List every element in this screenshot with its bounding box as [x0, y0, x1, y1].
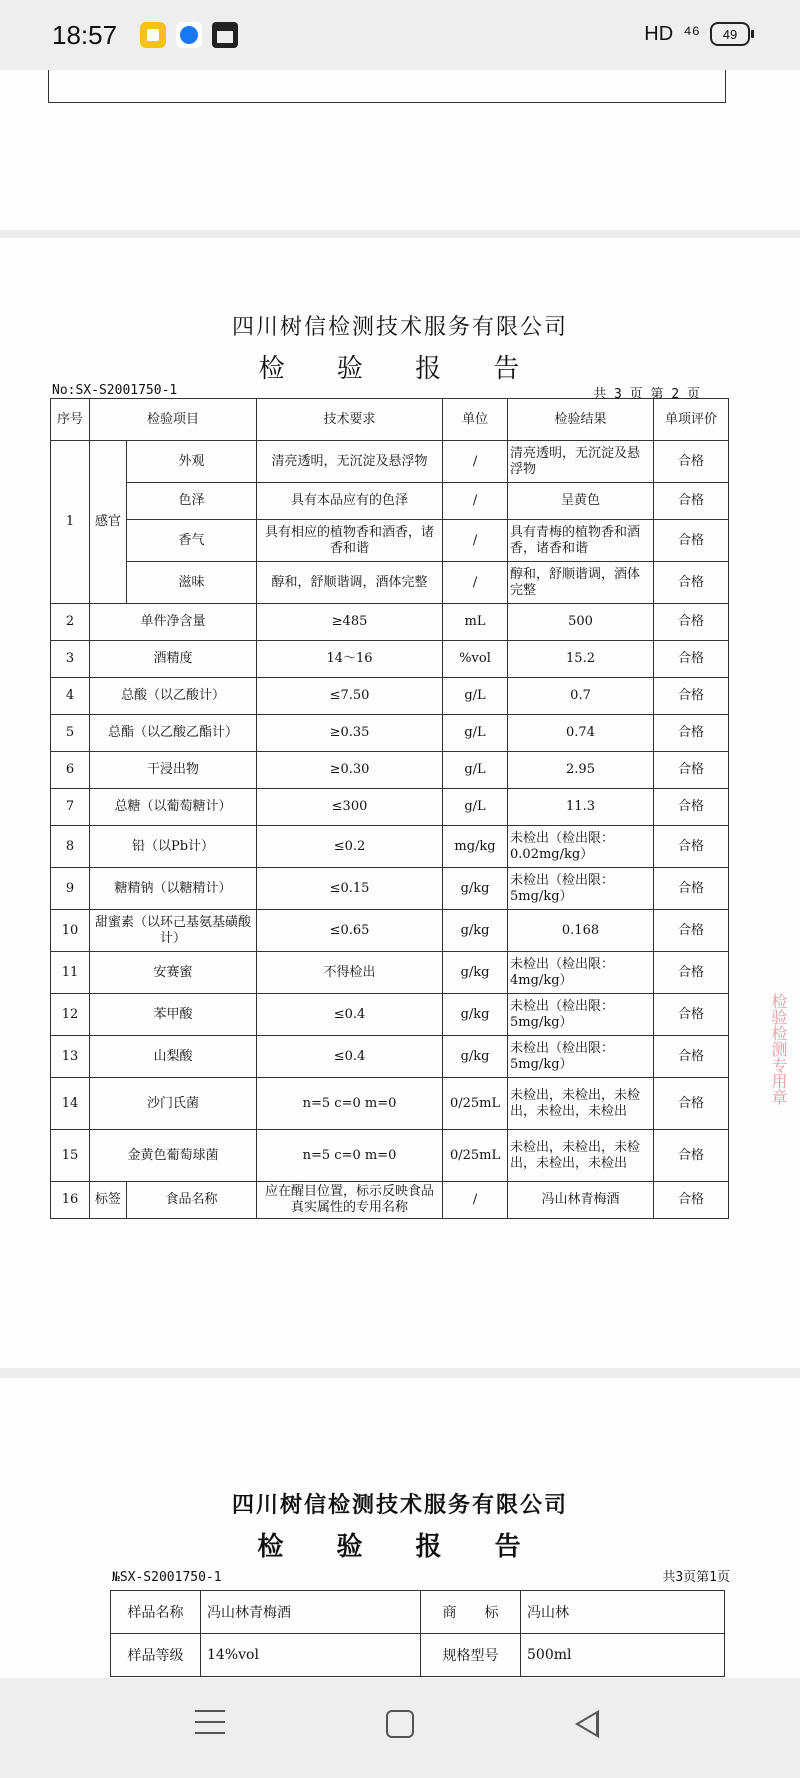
- row-eval: 合格: [654, 868, 729, 910]
- row-eval: 合格: [654, 678, 729, 715]
- row-result: 清亮透明，无沉淀及悬浮物: [508, 441, 654, 483]
- row-item: 甜蜜素（以环己基氨基磺酸计）: [90, 910, 257, 952]
- row-result: 0.74: [508, 715, 654, 752]
- row-result: 未检出（检出限：5mg/kg）: [508, 1036, 654, 1078]
- row-unit: g/L: [443, 678, 508, 715]
- row-unit: g/kg: [443, 868, 508, 910]
- row-eval: 合格: [654, 952, 729, 994]
- row-seq: 11: [51, 952, 90, 994]
- battery-level: 49: [722, 26, 738, 42]
- report-title-2: 检 验 报 告: [257, 1532, 543, 1562]
- report-number: No:SX-S2001750-1: [52, 383, 178, 398]
- cell-key: 样品名称: [111, 1591, 201, 1634]
- row-seq: 13: [51, 1036, 90, 1078]
- page-info-2: 共3页第1页: [662, 1570, 730, 1585]
- row-result: 11.3: [508, 789, 654, 826]
- row-req: 醇和，舒顺谐调，酒体完整: [257, 562, 443, 604]
- row-eval: 合格: [654, 1078, 729, 1130]
- row-seq: 6: [51, 752, 90, 789]
- row-req: ≤0.65: [257, 910, 443, 952]
- row-seq: 12: [51, 994, 90, 1036]
- table-row: [111, 1591, 725, 1634]
- page-info: 共 3 页 第 2 页: [593, 387, 700, 402]
- table-row: [51, 789, 729, 826]
- row-item: 糖精钠（以糖精计）: [90, 868, 257, 910]
- row-req: ≤0.4: [257, 994, 443, 1036]
- row-item: 山梨酸: [90, 1036, 257, 1078]
- row-req: ≤0.4: [257, 1036, 443, 1078]
- row-item: 食品名称: [127, 1182, 257, 1219]
- cell-key: 规格型号: [421, 1634, 521, 1677]
- row-req: ≥0.30: [257, 752, 443, 789]
- sample-info-table: [110, 1590, 725, 1677]
- notification-icons: [140, 22, 238, 48]
- row-unit: 0/25mL: [443, 1078, 508, 1130]
- table-row: [51, 562, 729, 604]
- table-row: [51, 678, 729, 715]
- row-unit: g/L: [443, 789, 508, 826]
- table-row: [51, 604, 729, 641]
- table-row: [51, 520, 729, 562]
- report-page-2: [0, 238, 800, 1368]
- notes-app-icon: [140, 22, 166, 48]
- cell-key: 商 标: [421, 1591, 521, 1634]
- row-eval: 合格: [654, 826, 729, 868]
- row-item: 沙门氏菌: [90, 1078, 257, 1130]
- row-item: 滋味: [127, 562, 257, 604]
- cell-value: 冯山林: [521, 1591, 725, 1634]
- header-eval: 单项评价: [654, 399, 729, 441]
- row-req: n=5 c=0 m=0: [257, 1130, 443, 1182]
- header-unit: 单位: [443, 399, 508, 441]
- row-group: 感官: [90, 441, 127, 604]
- table-row: [51, 910, 729, 952]
- row-eval: 合格: [654, 441, 729, 483]
- row-seq: 8: [51, 826, 90, 868]
- row-req: 不得检出: [257, 952, 443, 994]
- company-name: 四川树信检测技术服务有限公司: [231, 315, 568, 340]
- table-row: [51, 641, 729, 678]
- status-time: 18:57: [52, 20, 118, 50]
- system-indicators: [644, 22, 750, 46]
- header-req: 技术要求: [257, 399, 443, 441]
- row-req: 清亮透明，无沉淀及悬浮物: [257, 441, 443, 483]
- row-item: 总糖（以葡萄糖计）: [90, 789, 257, 826]
- table-row: [51, 441, 729, 483]
- table-row: [51, 1182, 729, 1219]
- table-header-row: [51, 399, 729, 441]
- row-seq: 16: [51, 1182, 90, 1219]
- row-result: 冯山林青梅酒: [508, 1182, 654, 1219]
- row-result: 未检出（检出限：4mg/kg）: [508, 952, 654, 994]
- navigation-bar: [0, 1678, 800, 1778]
- row-req: ≤300: [257, 789, 443, 826]
- row-item: 干浸出物: [90, 752, 257, 789]
- cell-value: 冯山林青梅酒: [201, 1591, 421, 1634]
- row-req: ≤0.15: [257, 868, 443, 910]
- row-seq: 7: [51, 789, 90, 826]
- row-item: 苯甲酸: [90, 994, 257, 1036]
- row-req: 14～16: [257, 641, 443, 678]
- table-row: [51, 1078, 729, 1130]
- row-item: 色泽: [127, 483, 257, 520]
- row-eval: 合格: [654, 483, 729, 520]
- row-eval: 合格: [654, 641, 729, 678]
- table-row: [51, 1036, 729, 1078]
- row-item: 单件净含量: [90, 604, 257, 641]
- header-item: 检验项目: [90, 399, 257, 441]
- row-eval: 合格: [654, 910, 729, 952]
- row-result: 未检出（检出限：0.02mg/kg）: [508, 826, 654, 868]
- row-result: 0.7: [508, 678, 654, 715]
- row-eval: 合格: [654, 789, 729, 826]
- seal-stamp: 检验检测专用章: [769, 993, 788, 1105]
- report-page-1: [0, 1378, 800, 1678]
- row-req: ≥0.35: [257, 715, 443, 752]
- row-unit: g/kg: [443, 952, 508, 994]
- row-unit: mg/kg: [443, 826, 508, 868]
- report-number-2: №SX-S2001750-1: [112, 1570, 222, 1585]
- inspection-table: [50, 398, 729, 1219]
- cell-value: 500ml: [521, 1634, 725, 1677]
- row-eval: 合格: [654, 520, 729, 562]
- row-unit: /: [443, 483, 508, 520]
- previous-page-fragment: [0, 70, 800, 230]
- row-item: 安赛蜜: [90, 952, 257, 994]
- row-seq: 3: [51, 641, 90, 678]
- menu-icon[interactable]: [195, 1710, 225, 1743]
- row-unit: g/L: [443, 715, 508, 752]
- row-unit: 0/25mL: [443, 1130, 508, 1182]
- table-row: [111, 1634, 725, 1677]
- row-item: 总酸（以乙酸计）: [90, 678, 257, 715]
- row-unit: /: [443, 520, 508, 562]
- row-eval: 合格: [654, 994, 729, 1036]
- row-result: 15.2: [508, 641, 654, 678]
- row-seq: 1: [51, 441, 90, 604]
- row-item: 总酯（以乙酸乙酯计）: [90, 715, 257, 752]
- row-result: 0.168: [508, 910, 654, 952]
- row-item: 外观: [127, 441, 257, 483]
- report-title: 检 验 报 告: [258, 354, 542, 384]
- table-row: [51, 715, 729, 752]
- row-eval: 合格: [654, 1182, 729, 1219]
- row-unit: g/kg: [443, 994, 508, 1036]
- row-result: 未检出（检出限：5mg/kg）: [508, 994, 654, 1036]
- back-icon[interactable]: [575, 1710, 599, 1738]
- row-seq: 14: [51, 1078, 90, 1130]
- row-eval: 合格: [654, 1036, 729, 1078]
- inspection-rows: [51, 604, 729, 1182]
- row-result: 未检出（检出限：5mg/kg）: [508, 868, 654, 910]
- row-req: ≤7.50: [257, 678, 443, 715]
- status-bar: [0, 0, 800, 70]
- home-icon[interactable]: [386, 1710, 414, 1738]
- row-unit: /: [443, 441, 508, 483]
- row-eval: 合格: [654, 562, 729, 604]
- table-row: [51, 752, 729, 789]
- row-seq: 10: [51, 910, 90, 952]
- network-label: HD: [644, 22, 674, 45]
- row-eval: 合格: [654, 1130, 729, 1182]
- signal-icon: ⁴⁶: [683, 22, 700, 45]
- row-eval: 合格: [654, 604, 729, 641]
- row-result: 醇和，舒顺谐调，酒体完整: [508, 562, 654, 604]
- table-row: [51, 826, 729, 868]
- battery-icon: [710, 22, 750, 46]
- row-result: 呈黄色: [508, 483, 654, 520]
- row-req: n=5 c=0 m=0: [257, 1078, 443, 1130]
- row-item: 酒精度: [90, 641, 257, 678]
- row-unit: %vol: [443, 641, 508, 678]
- row-item: 金黄色葡萄球菌: [90, 1130, 257, 1182]
- company-name-2: 四川树信检测技术服务有限公司: [231, 1492, 568, 1518]
- row-req: ≥485: [257, 604, 443, 641]
- header-seq: 序号: [51, 399, 90, 441]
- row-unit: mL: [443, 604, 508, 641]
- row-seq: 4: [51, 678, 90, 715]
- row-eval: 合格: [654, 715, 729, 752]
- row-seq: 9: [51, 868, 90, 910]
- previous-page-table-bottom: [48, 70, 726, 103]
- cell-key: 样品等级: [111, 1634, 201, 1677]
- table-row: [51, 1130, 729, 1182]
- table-row: [51, 483, 729, 520]
- row-req: 具有本品应有的色泽: [257, 483, 443, 520]
- row-seq: 2: [51, 604, 90, 641]
- row-seq: 5: [51, 715, 90, 752]
- calendar-app-icon: [212, 22, 238, 48]
- row-req: 应在醒目位置，标示反映食品真实属性的专用名称: [257, 1182, 443, 1219]
- row-result: 未检出，未检出，未检出，未检出，未检出: [508, 1130, 654, 1182]
- row-result: 2.95: [508, 752, 654, 789]
- row-req: 具有相应的植物香和酒香，诸香和谐: [257, 520, 443, 562]
- row-eval: 合格: [654, 752, 729, 789]
- cell-value: 14%vol: [201, 1634, 421, 1677]
- row-req: ≤0.2: [257, 826, 443, 868]
- row-group: 标签: [90, 1182, 127, 1219]
- row-unit: /: [443, 562, 508, 604]
- table-row: [51, 994, 729, 1036]
- row-unit: g/kg: [443, 1036, 508, 1078]
- row-unit: /: [443, 1182, 508, 1219]
- browser-app-icon: [176, 22, 202, 48]
- header-result: 检验结果: [508, 399, 654, 441]
- table-row: [51, 952, 729, 994]
- row-result: 500: [508, 604, 654, 641]
- row-unit: g/L: [443, 752, 508, 789]
- table-row: [51, 868, 729, 910]
- row-unit: g/kg: [443, 910, 508, 952]
- row-item: 香气: [127, 520, 257, 562]
- row-item: 铅（以Pb计）: [90, 826, 257, 868]
- row-result: 未检出，未检出，未检出，未检出，未检出: [508, 1078, 654, 1130]
- row-result: 具有青梅的植物香和酒香，诸香和谐: [508, 520, 654, 562]
- row-seq: 15: [51, 1130, 90, 1182]
